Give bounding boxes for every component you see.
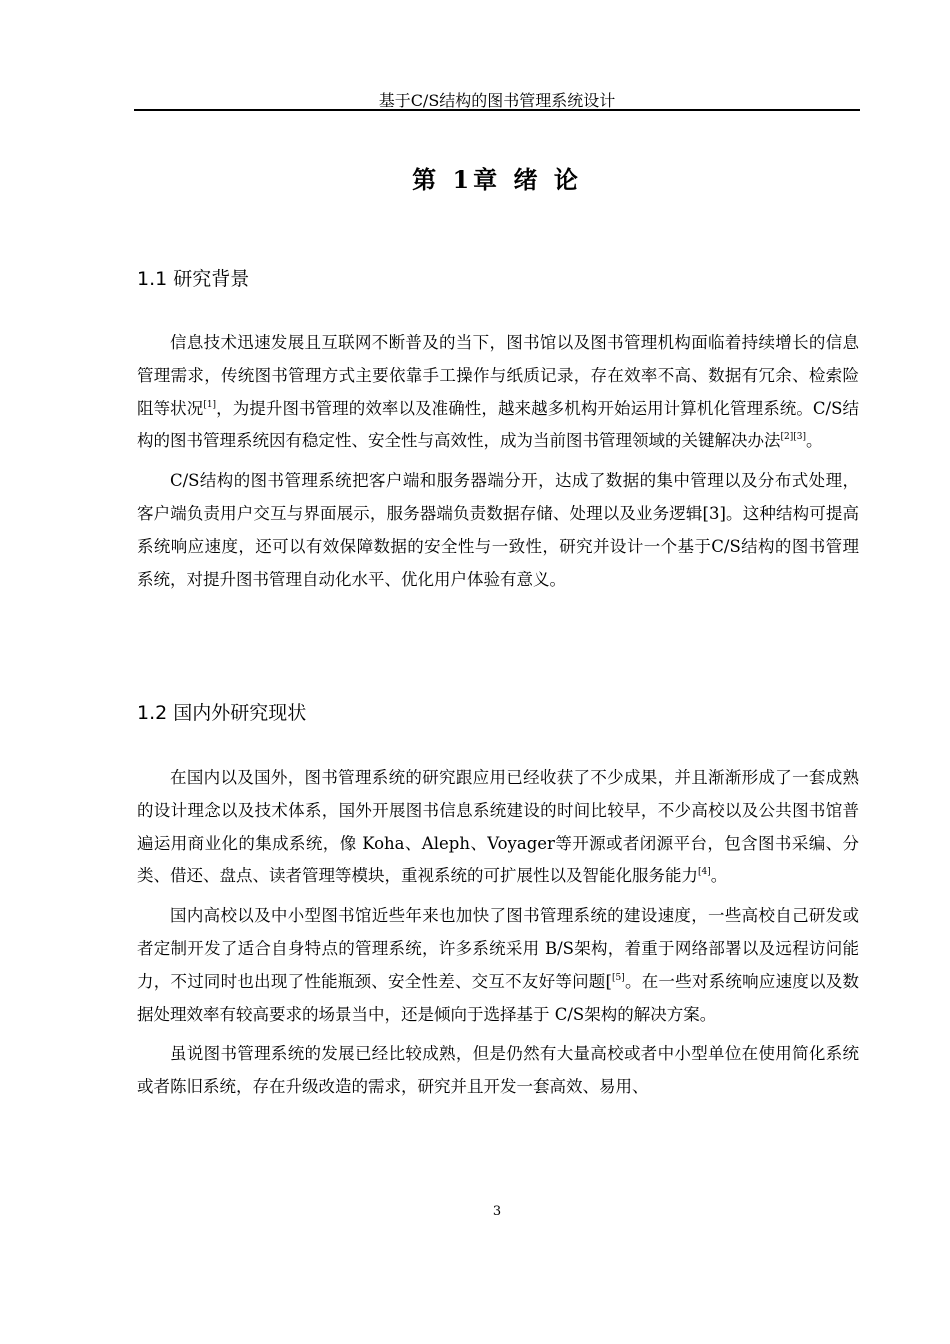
citation-marker: [5] [611, 972, 625, 983]
section-heading-1-1: 1.1 研究背景 [137, 268, 250, 290]
paragraph [137, 465, 859, 596]
running-header: 基于C/S结构的图书管理系统设计 [378, 91, 616, 110]
citation-marker: [2][3] [780, 432, 806, 443]
paragraph-text: 在国内以及国外，图书管理系统的研究跟应用已经收获了不少成果，并且渐渐形成了一套成熟的设计理念以及技术体系，国外开展图书信息系统建设的时间比较早，不少高校以及公共图书馆普遍运用商业化的集成系统，像 Koha、Aleph、Voyager等开源或者闭源平台，包含图书采编、分类、借还、盘点、读者管理等模块，重视系统的可扩展性以及智能化服务能力 [137, 768, 859, 886]
paragraph-text: 。 [806, 431, 823, 451]
paragraph-text: ，为提升图书管理的效率以及准确性，越来越多机构开始运用计算机化管理系统。C/S结构的图书管理系统因有稳定性、安全性与高效性，成为当前图书管理领域的关键解决办法 [137, 398, 859, 451]
section-heading-1-2: 1.2 国内外研究现状 [137, 702, 307, 724]
paragraph-text: C/S结构的图书管理系统把客户端和服务器端分开，达成了数据的集中管理以及分布式处理，客户端负责用户交互与界面展示，服务器端负责数据存储、处理以及业务逻辑[3]。这种结构可提高系统响应速度，还可以有效保障数据的安全性与一致性，研究并设计一个基于C/S结构的图书管理系统，对提升图书管理自动化水平、优化用户体验有意义。 [137, 471, 859, 589]
paragraph-text: 国内高校以及中小型图书馆近些年来也加快了图书管理系统的建设速度，一些高校自己研发或者定制开发了适合自身特点的管理系统，许多系统采用 B/S架构，着重于网络部署以及远程访问能力，不过同时也出现了性能瓶颈、安全性差、交互不友好等问题[ [137, 906, 859, 991]
section-1-1-body [137, 327, 859, 596]
paragraph [137, 762, 859, 893]
paragraph-text: 。 [710, 866, 728, 886]
citation-marker: [1] [203, 399, 217, 410]
page-number: 3 [492, 1204, 502, 1219]
paragraph [137, 900, 859, 1031]
paragraph-text: 信息技术迅速发展且互联网不断普及的当下，图书馆以及图书管理机构面临着持续增长的信息管理需求，传统图书管理方式主要依靠手工操作与纸质记录，存在效率不高、数据有冗余、检索险阻等状况 [137, 333, 859, 418]
chapter-title: 第 1章 绪 论 [412, 165, 582, 194]
paragraph-text: 。在一些对系统响应速度以及数据处理效率有较高要求的场景当中，还是倾向于选择基于 C/S架构的解决方案。 [137, 971, 860, 1024]
paragraph [137, 327, 859, 458]
citation-marker: [4] [698, 867, 711, 878]
paragraph-text: 虽说图书管理系统的发展已经比较成熟，但是仍然有大量高校或者中小型单位在使用简化系统或者陈旧系统，存在升级改造的需求，研究并且开发一套高效、易用、 [137, 1044, 859, 1097]
paragraph [137, 1038, 859, 1104]
section-1-2-body [137, 762, 859, 1104]
header-rule [134, 109, 860, 111]
